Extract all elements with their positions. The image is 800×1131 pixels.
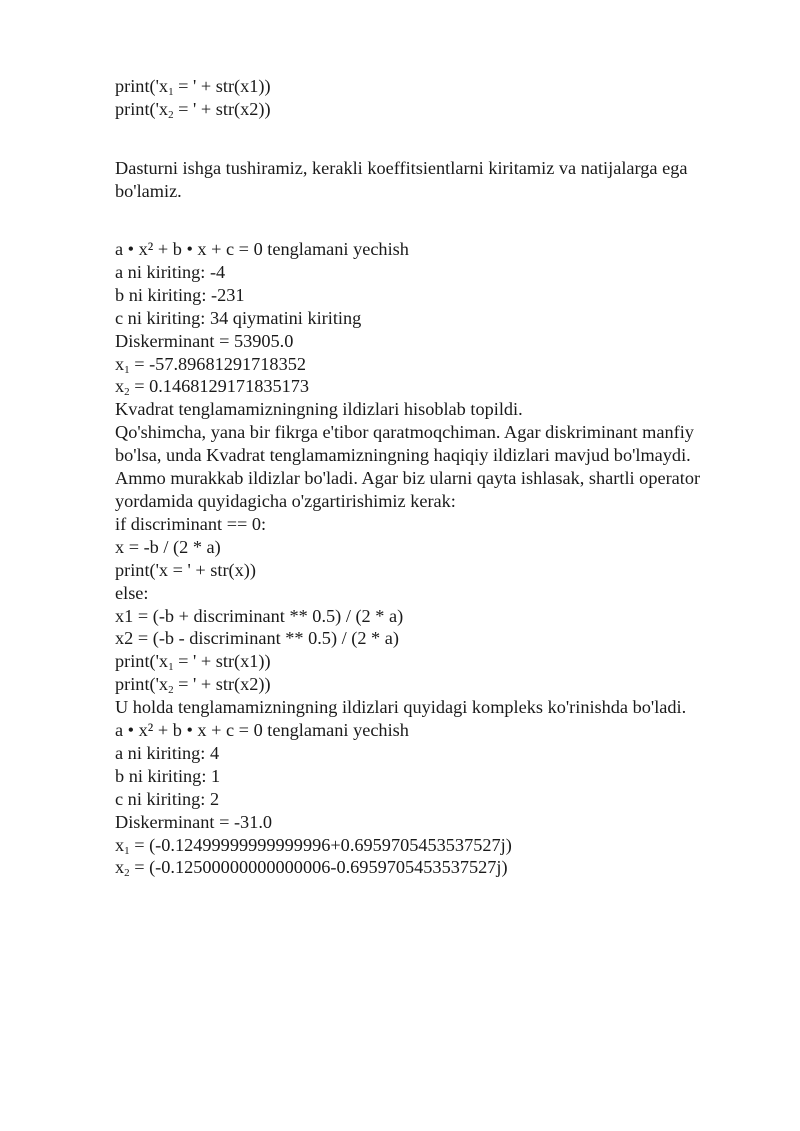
- subscript: 1: [168, 661, 174, 674]
- discriminant-output: Diskerminant = 53905.0: [115, 330, 294, 351]
- code-print-block: [115, 75, 735, 121]
- code-text: = ' + str(x2)): [173, 674, 271, 695]
- root-label: x: [115, 376, 125, 397]
- run-header: a • x² + b • x + c = 0 tenglamani yechish: [115, 720, 409, 741]
- input-line-c: c ni kiriting: 34 qiymatini kiriting: [115, 307, 362, 328]
- code-line: [115, 650, 735, 673]
- code-text: = ' + str(x1)): [173, 76, 271, 96]
- root-x1-output: [115, 353, 735, 376]
- input-line-a: a ni kiriting: -4: [115, 261, 226, 282]
- code-line: [115, 75, 735, 98]
- root-x2-output: [115, 856, 735, 879]
- root-label: x: [115, 857, 125, 878]
- code-text: = ' + str(x2)): [173, 98, 271, 119]
- code-text: print('x: [115, 76, 169, 96]
- subscript: 1: [124, 844, 130, 857]
- subscript: 1: [168, 86, 174, 98]
- paragraph-line: bo'lamiz.: [115, 180, 182, 201]
- code-line: if discriminant == 0:: [115, 513, 267, 534]
- code-line: x2 = (-b - discriminant ** 0.5) / (2 * a): [115, 628, 399, 649]
- root-x1-output: [115, 834, 735, 857]
- root-value: = 0.1468129171835173: [129, 376, 310, 397]
- code-line: [115, 98, 735, 121]
- subscript: 2: [124, 867, 130, 880]
- complex-note: U holda tenglamamizningning ildizlari quyidagi kompleks ko'rinishda bo'ladi.: [115, 697, 687, 718]
- explanation-line: Qo'shimcha, yana bir fikrga e'tibor qaratmoqchiman. Agar diskriminant manfiy: [115, 422, 694, 443]
- input-line-b: b ni kiriting: -231: [115, 284, 245, 305]
- code-text: = ' + str(x1)): [173, 651, 271, 672]
- code-line: print('x = ' + str(x)): [115, 559, 256, 580]
- intro-paragraph: [115, 157, 735, 203]
- subscript: 2: [168, 108, 174, 121]
- subscript: 1: [124, 363, 130, 376]
- code-line: else:: [115, 582, 149, 603]
- subscript: 2: [124, 386, 130, 399]
- code-text: print('x: [115, 674, 169, 695]
- input-line-a: a ni kiriting: 4: [115, 742, 220, 763]
- main-content: [115, 238, 735, 879]
- root-value: = -57.89681291718352: [129, 353, 306, 374]
- result-message: Kvadrat tenglamamizningning ildizlari hisoblab topildi.: [115, 399, 523, 420]
- root-label: x: [115, 353, 125, 374]
- input-line-c: c ni kiriting: 2: [115, 788, 220, 809]
- code-line: x = -b / (2 * a): [115, 536, 221, 557]
- code-text: print('x: [115, 651, 169, 672]
- subscript: 2: [168, 684, 174, 697]
- code-line: x1 = (-b + discriminant ** 0.5) / (2 * a): [115, 605, 404, 626]
- code-text: print('x: [115, 98, 169, 119]
- root-label: x: [115, 834, 125, 855]
- root-value: = (-0.12499999999999996+0.6959705453537527j): [129, 834, 512, 855]
- paragraph-line: Dasturni ishga tushiramiz, kerakli koeffitsientlarni kiritamiz va natijalarga ega: [115, 158, 688, 178]
- explanation-line: yordamida quyidagicha o'zgartirishimiz kerak:: [115, 490, 456, 511]
- discriminant-output: Diskerminant = -31.0: [115, 811, 273, 832]
- code-line: [115, 673, 735, 696]
- root-x2-output: [115, 375, 735, 398]
- input-line-b: b ni kiriting: 1: [115, 765, 221, 786]
- root-value: = (-0.12500000000000006-0.6959705453537527j): [129, 857, 508, 878]
- explanation-line: bo'lsa, unda Kvadrat tenglamamizningning haqiqiy ildizlari mavjud bo'lmaydi.: [115, 445, 691, 466]
- explanation-line: Ammo murakkab ildizlar bo'ladi. Agar biz ularni qayta ishlasak, shartli operator: [115, 468, 701, 489]
- run-header: a • x² + b • x + c = 0 tenglamani yechish: [115, 239, 409, 259]
